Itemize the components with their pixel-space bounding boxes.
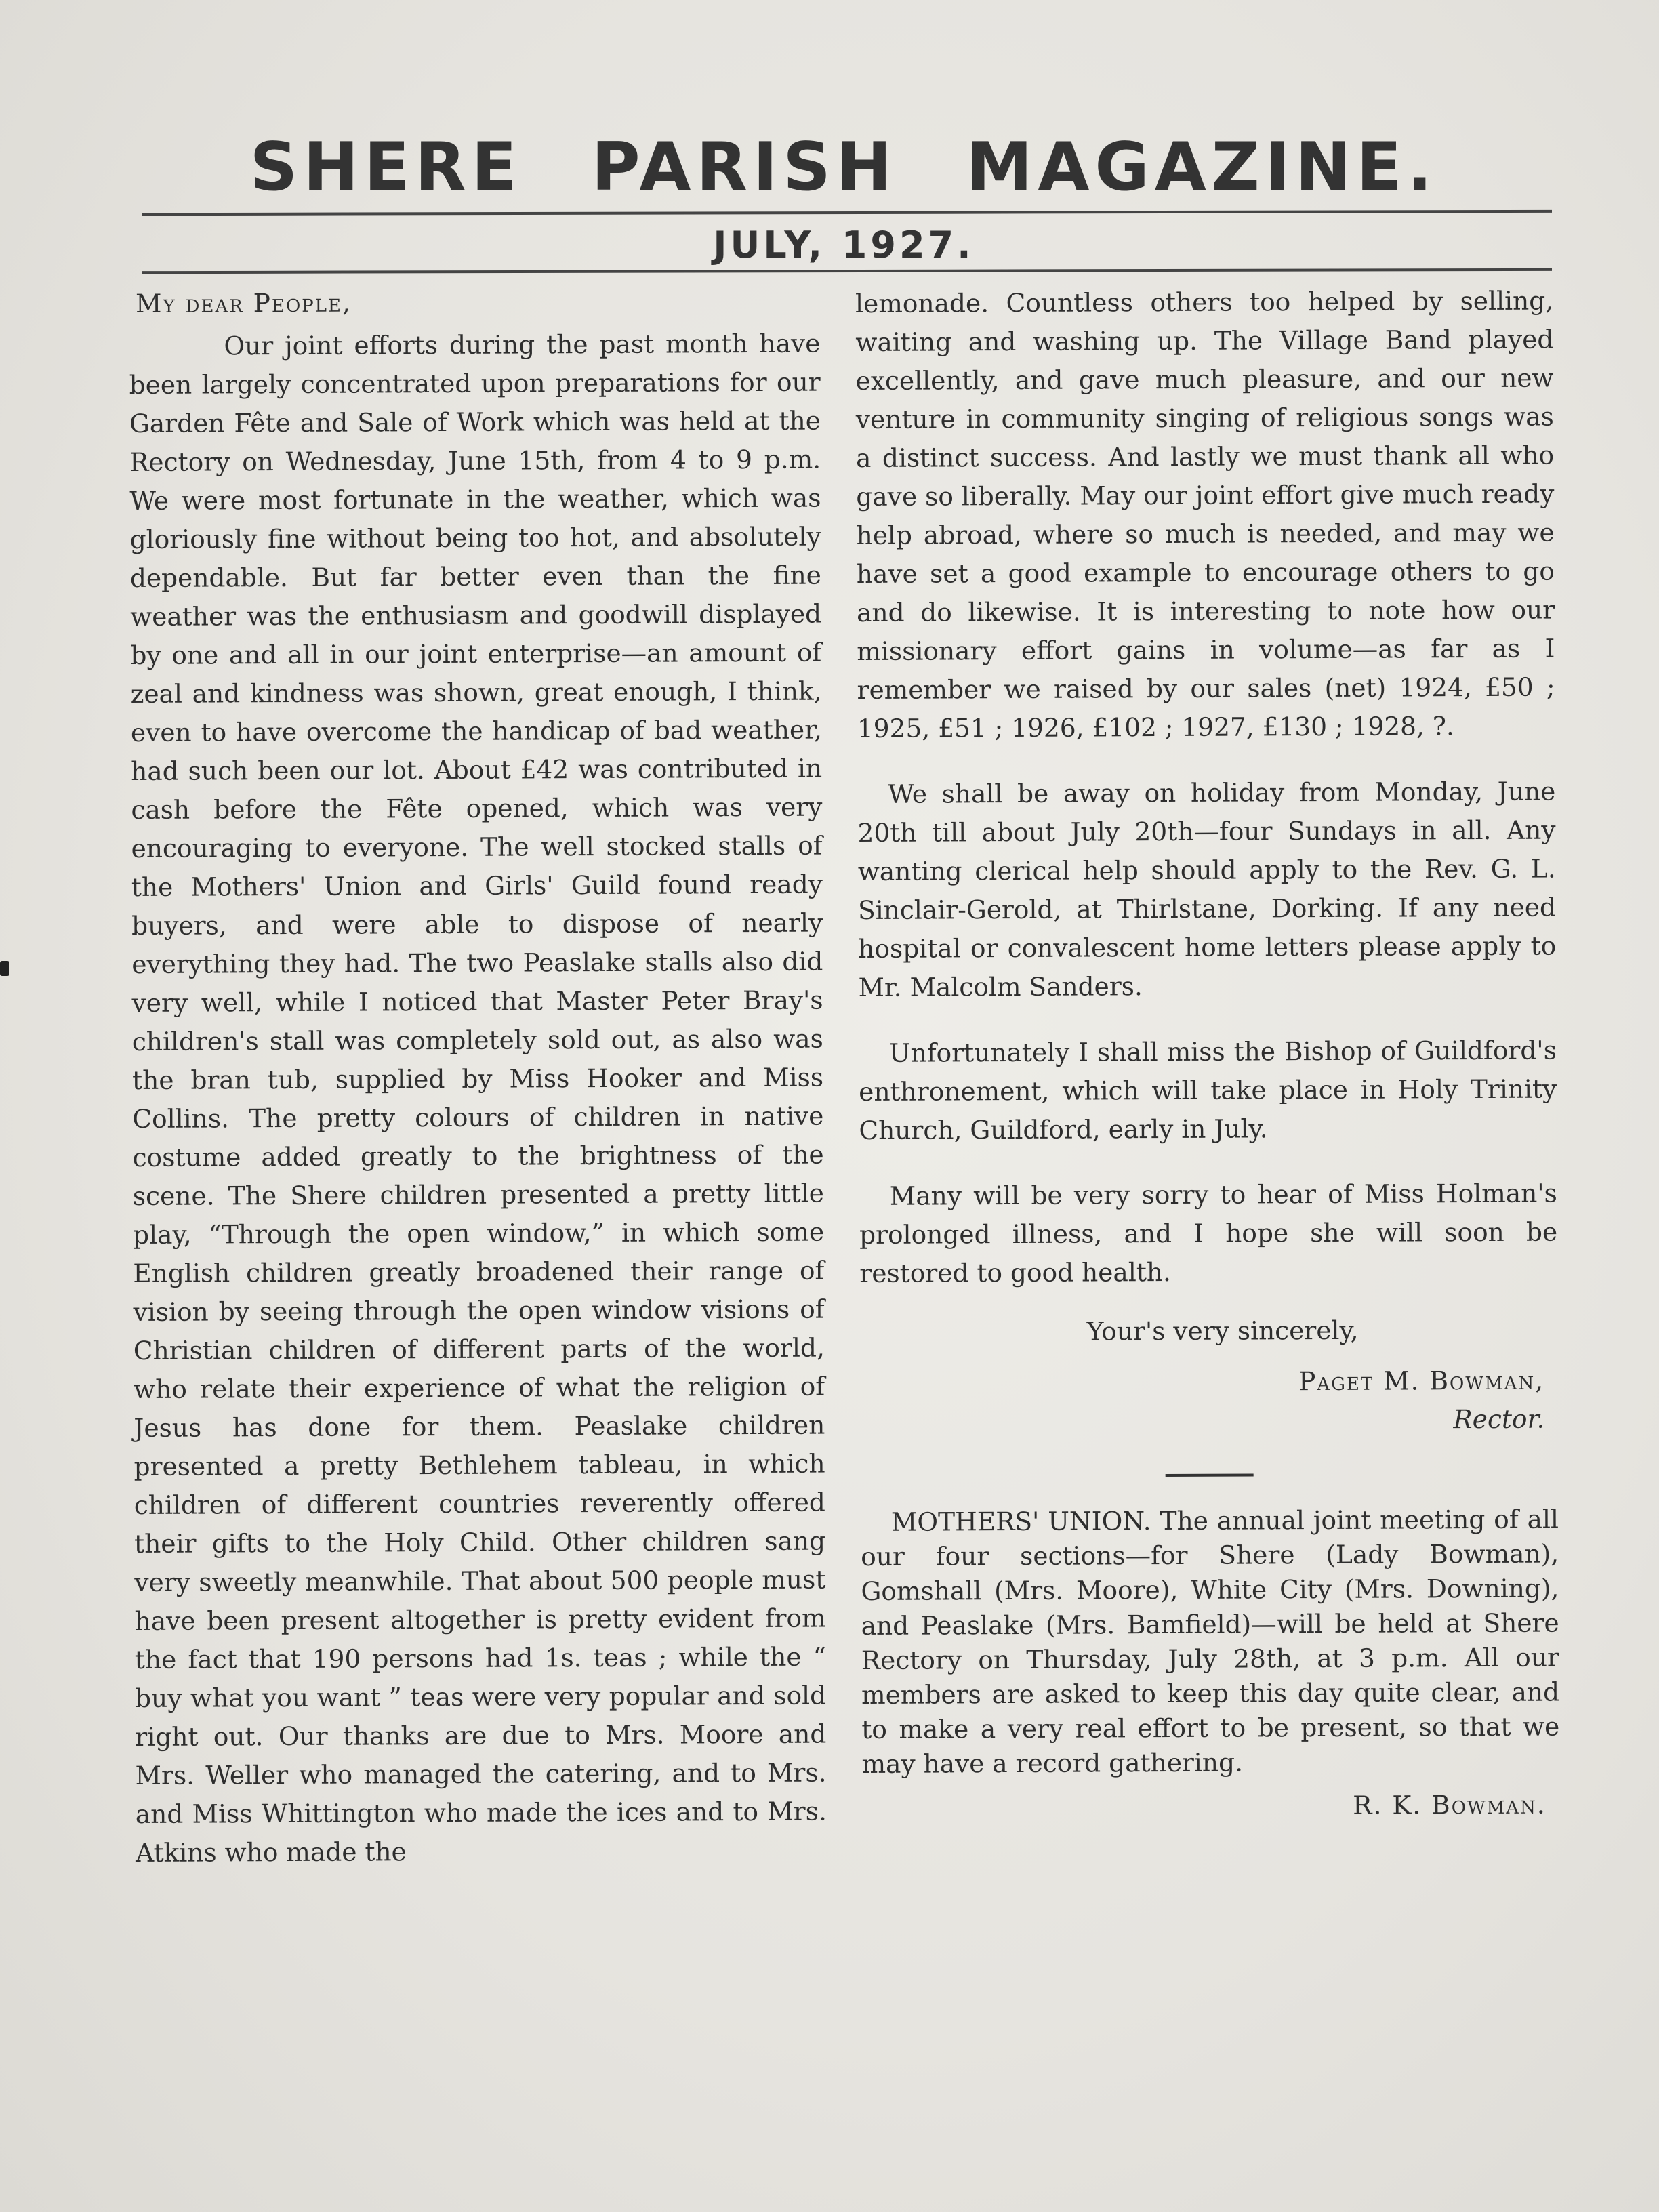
letter-paragraph-fete: Our joint efforts during the past month have been largely concentrated upon preparations for our Garden Fête and Sale of Work which was held at the Rectory on Wednesday, June 15th, from 4 to 9 p.m. We were most fortunate in the weather, which was gloriously fine without being too hot, and absolutely dependable. But far better even than the fine weather was the enthusiasm and goodwill displayed by one and all in our joint enterprise—an amount of zeal and kindness was shown, great enough, I think, even to have overcome the handicap of bad weather, had such been our lot. About £42 was contributed in cash before the Fête opened, which was very encouraging to everyone. The well stocked stalls of the Mothers' Union and Girls' Guild found ready buyers, and were able to dispose of nearly everything they had. The two Peaslake stalls also did very well, while I noticed that Master Peter Bray's children's stall was completely sold out, as also was the bran tub, supplied by Miss Hooker and Miss Collins. The pretty colours of children in native costume added greatly to the brightness of the scene. The Shere children presented a pretty little play, “Through the open window,” in which some English children greatly broadened their range of vision by seeing through the open window visions of Christian children of different parts of the world, who relate their experience of what the religion of Jesus has done for them. Peaslake children presented a pretty Bethlehem tableau, in which children of different countries reverently offered their gifts to the Holy Child. Other children sang very sweetly meanwhile. That about 500 people must have been present altogether is pretty evident from the fact that 190 persons had 1s. teas ; while the “ buy what you want ” teas were very popular and sold right out. Our thanks are due to Mrs. Moore and Mrs. Weller who managed the catering, and to Mrs. and Miss Whittington who made the ices and to Mrs. Atkins who made the bbox=[129, 328, 827, 1868]
left-column bbox=[129, 282, 827, 1872]
magazine-title: SHERE PARISH MAGAZINE. bbox=[249, 129, 1438, 206]
header-rule-top bbox=[142, 210, 1552, 216]
letter-paragraph-illness: Many will be very sorry to hear of Miss Holman's prolonged illness, and I hope she will soon be restored to good health. bbox=[859, 1178, 1558, 1288]
right-column bbox=[855, 282, 1560, 1827]
letter-salutation: My dear People, bbox=[136, 287, 352, 319]
mothers-union-signature: R. K. Bowman. bbox=[1353, 1789, 1547, 1820]
letter-paragraph-bishop: Unfortunately I shall miss the Bishop of Guildford's enthronement, which will take place in Holy Trinity Church, Guildford, early in July. bbox=[859, 1035, 1557, 1145]
header-rule-bottom bbox=[142, 268, 1552, 274]
letter-paragraph-fete-continued: lemonade. Countless others too helped by selling, waiting and washing up. The Village Band played excellently, and gave much pleasure, and our new venture in community singing of religious songs was a distinct success. And lastly we must thank all who gave so liberally. May our joint effort give much ready help abroad, where so much is needed, and may we have set a good example to encourage others to go and do likewise. It is interesting to note how our missionary effort gains in volume—as far as I remember we raised by our sales (net) 1924, £50 ; 1925, £51 ; 1926, £102 ; 1927, £130 ; 1928, ?. bbox=[855, 285, 1555, 743]
margin-punch-mark bbox=[0, 961, 9, 976]
letter-closing: Your's very sincerely, bbox=[1086, 1315, 1359, 1347]
letter-paragraph-holiday: We shall be away on holiday from Monday, June 20th till about July 20th—four Sundays in all. Any wanting clerical help should apply to the Rev. G. L. Sinclair-Gerold, at Thirlstane, Dorking. If any need hospital or convalescent home letters please apply to Mr. Malcolm Sanders. bbox=[857, 776, 1557, 1002]
letter-signature: Paget M. Bowman, bbox=[1298, 1365, 1545, 1397]
letter-signature-title: Rector. bbox=[1453, 1404, 1545, 1435]
section-divider bbox=[1166, 1473, 1254, 1477]
mothers-union-notice: MOTHERS' UNION. The annual joint meeting of all our four sections—for Shere (Lady Bowman), Gomshall (Mrs. Moore), White City (Mrs. Downing), and Peaslake (Mrs. Bamfield)—will be held at Shere Rectory on Thursday, July 28th, at 3 p.m. All our members are asked to keep this day quite clear, and to make a very real effort to be present, so that we may have a record gathering. bbox=[861, 1504, 1560, 1779]
issue-date: JULY, 1927. bbox=[713, 224, 975, 266]
